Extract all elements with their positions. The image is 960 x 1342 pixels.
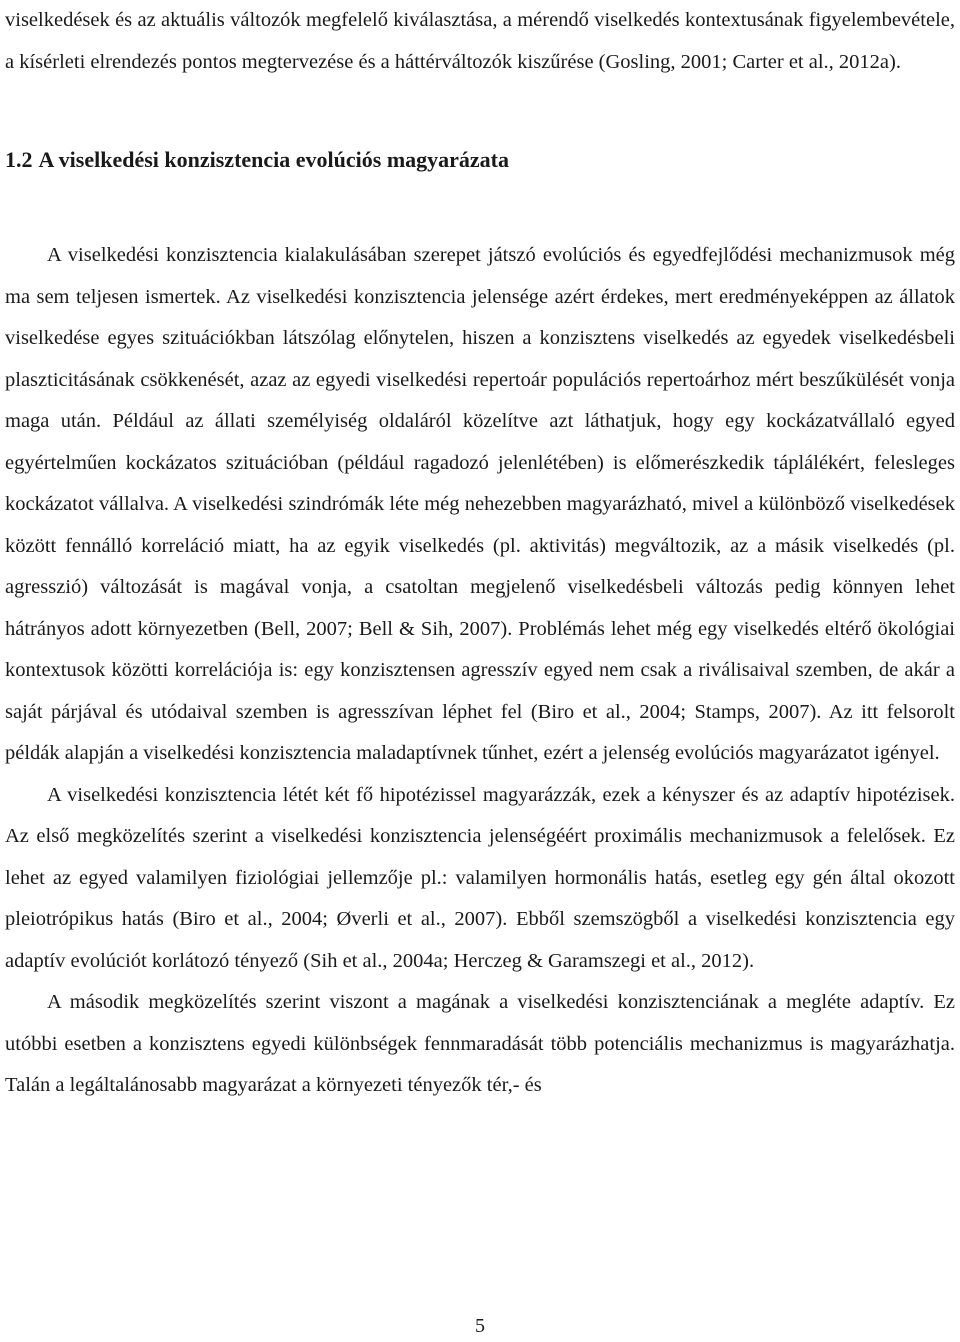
page-body [5, 0, 955, 1107]
page-number: 5 [475, 1315, 485, 1337]
intro-paragraph: viselkedések és az aktuális változók megfelelő kiválasztása, a mérendő viselkedés kontextusának figyelembevétele, a kísérleti elrendezés pontos megtervezése és a háttérváltozók kiszűrése (Gosling, 2001; Carter et al., 2012a). [5, 9, 955, 73]
body-paragraph-3: A második megközelítés szerint viszont a magának a viselkedési konzisztenciának a megléte adaptív. Ez utóbbi esetben a konzisztens egyedi különbségek fennmaradását több potenciális mechanizmus is magyarázhatja. Talán a legáltalánosabb magyarázat a környezeti tényezők tér,- és [5, 991, 955, 1096]
body-paragraph-1: A viselkedési konzisztencia kialakulásában szerepet játszó evolúciós és egyedfejlődési mechanizmusok még ma sem teljesen ismertek. Az viselkedési konzisztencia jelensége azért érdekes, mert eredményeképpen az állatok viselkedése egyes szituációkban látszólag előnytelen, hiszen a konzisztens viselkedés az egyedek viselkedésbeli plaszticitásának csökkenését, azaz az egyedi viselkedési repertoár populációs repertoárhoz mért beszűkülését vonja maga után. Például az állati személyiség oldaláról közelítve azt láthatjuk, hogy egy kockázatvállaló egyed egyértelműen kockázatos szituációban (például ragadozó jelenlétében) is előmerészkedik táplálékért, felesleges kockázatot vállalva. A viselkedési szindrómák léte még nehezebben magyarázható, mivel a különböző viselkedések között fennálló korreláció miatt, ha az egyik viselkedés (pl. aktivitás) megváltozik, az a másik viselkedés (pl. agresszió) változását is magával vonja, a csatoltan megjelenő viselkedésbeli változás pedig könnyen lehet hátrányos adott környezetben (Bell, 2007; Bell & Sih, 2007). Problémás lehet még egy viselkedés eltérő ökológiai kontextusok közötti korrelációja is: egy konzisztensen agresszív egyed nem csak a riválisaival szemben, de akár a saját párjával és utódaival szemben is agresszívan léphet fel (Biro et al., 2004; Stamps, 2007). Az itt felsorolt példák alapján a viselkedési konzisztencia maladaptívnek tűnhet, ezért a jelenség evolúciós magyarázatot igényel. [5, 244, 955, 764]
section-title: A viselkedési konzisztencia evolúciós magyarázata [38, 147, 510, 172]
section-heading [5, 145, 955, 175]
body-paragraph-2: A viselkedési konzisztencia létét két fő hipotézissel magyarázzák, ezek a kényszer és az adaptív hipotézisek. Az első megközelítés szerint a viselkedési konzisztencia jelenségéért proximális mechanizmusok a felelősek. Ez lehet az egyed valamilyen fiziológiai jellemzője pl.: valamilyen hormonális hatás, esetleg egy gén által okozott pleiotrópikus hatás (Biro et al., 2004; Øverli et al., 2007). Ebből szemszögből a viselkedési konzisztencia egy adaptív evolúciót korlátozó tényező (Sih et al., 2004a; Herczeg & Garamszegi et al., 2012). [5, 783, 955, 972]
section-number: 1.2 [5, 147, 33, 172]
